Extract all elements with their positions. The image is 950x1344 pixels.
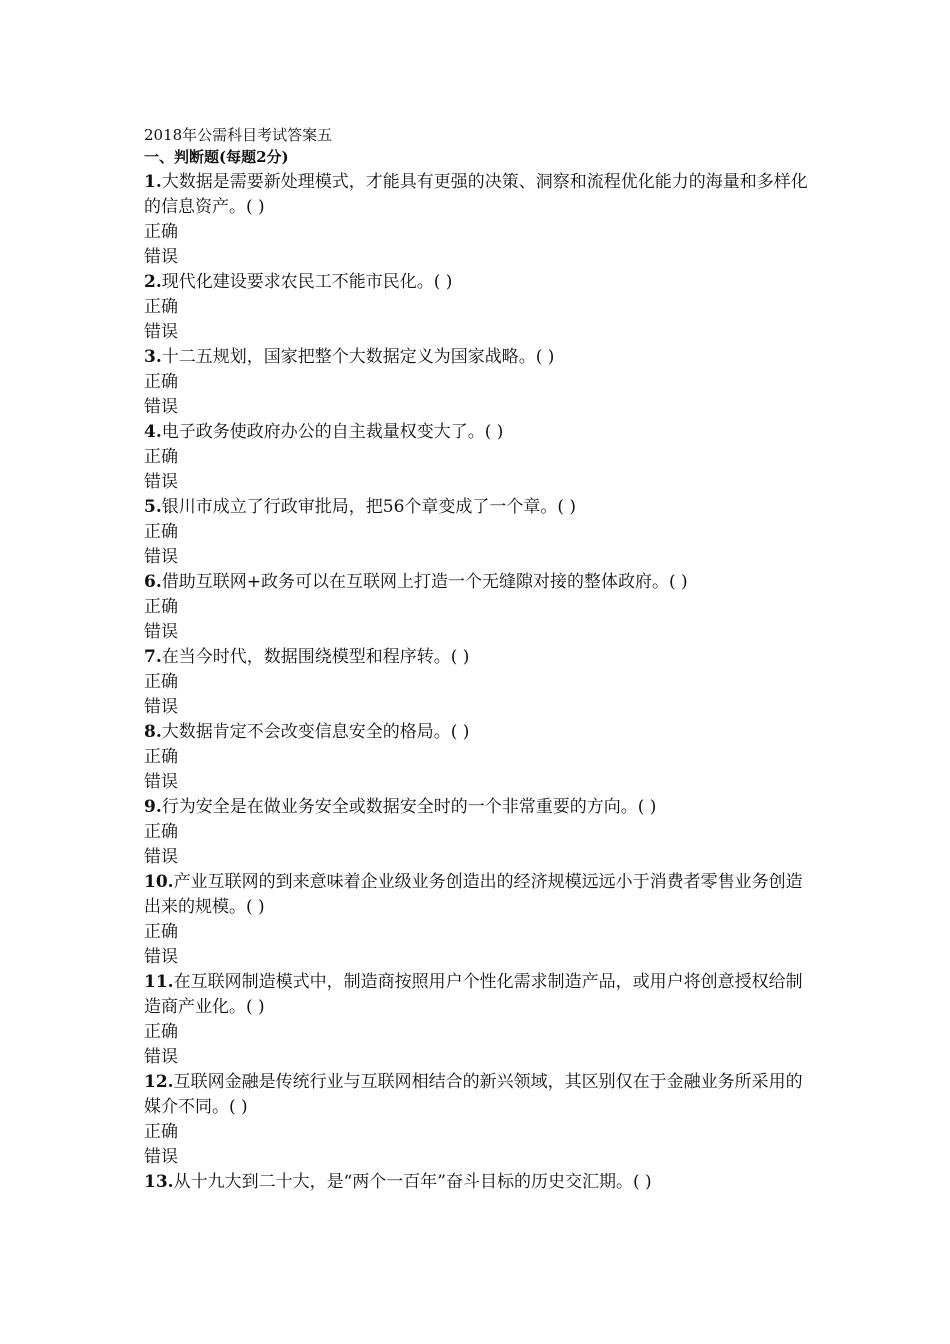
question-body: 十二五规划，国家把整个大数据定义为国家战略。( ) — [161, 347, 555, 367]
question-text — [144, 1070, 814, 1120]
option-wrong[interactable]: 错误 — [144, 247, 178, 267]
option-wrong[interactable]: 错误 — [144, 1147, 178, 1167]
question-text — [144, 1170, 814, 1195]
question-item — [144, 420, 814, 495]
question-number: 8. — [144, 722, 162, 742]
question-item — [144, 270, 814, 345]
question-text — [144, 720, 814, 745]
question-body: 在当今时代，数据围绕模型和程序转。( ) — [161, 647, 470, 667]
question-list — [144, 170, 814, 1195]
question-item — [144, 720, 814, 795]
question-text — [144, 420, 814, 445]
question-number: 1. — [144, 172, 162, 192]
option-wrong[interactable]: 错误 — [144, 547, 178, 567]
question-text — [144, 645, 814, 670]
question-body: 现代化建设要求农民工不能市民化。( ) — [161, 272, 453, 292]
section-heading: 一、判断题(每题2分) — [144, 148, 289, 166]
question-item — [144, 1170, 814, 1195]
option-correct[interactable]: 正确 — [144, 522, 178, 542]
option-wrong[interactable]: 错误 — [144, 1047, 178, 1067]
question-number: 5. — [144, 497, 162, 517]
question-body: 互联网金融是传统行业与互联网相结合的新兴领域，其区别仅在于金融业务所采用的媒介不同。( ) — [144, 1072, 803, 1117]
question-text — [144, 795, 814, 820]
question-text — [144, 870, 814, 920]
question-item — [144, 570, 814, 645]
option-correct[interactable]: 正确 — [144, 922, 178, 942]
option-wrong[interactable]: 错误 — [144, 847, 178, 867]
question-body: 产业互联网的到来意味着企业级业务创造出的经济规模远远小于消费者零售业务创造出来的规模。( ) — [144, 872, 803, 917]
question-number: 6. — [144, 572, 162, 592]
question-text — [144, 170, 814, 220]
option-correct[interactable]: 正确 — [144, 597, 178, 617]
question-item — [144, 645, 814, 720]
question-number: 12. — [144, 1072, 174, 1092]
question-body: 电子政务使政府办公的自主裁量权变大了。( ) — [161, 422, 504, 442]
question-item — [144, 1070, 814, 1170]
question-number: 4. — [144, 422, 162, 442]
question-item — [144, 870, 814, 970]
option-wrong[interactable]: 错误 — [144, 947, 178, 967]
question-item — [144, 970, 814, 1070]
question-text — [144, 495, 814, 520]
question-number: 3. — [144, 347, 162, 367]
question-item — [144, 495, 814, 570]
option-wrong[interactable]: 错误 — [144, 322, 178, 342]
question-body: 从十九大到二十大，是“两个一百年”奋斗目标的历史交汇期。( ) — [173, 1172, 652, 1192]
question-text — [144, 270, 814, 295]
question-number: 9. — [144, 797, 162, 817]
option-correct[interactable]: 正确 — [144, 672, 178, 692]
question-body: 银川市成立了行政审批局，把56个章变成了一个章。( ) — [161, 497, 577, 517]
question-number: 11. — [144, 972, 174, 992]
option-wrong[interactable]: 错误 — [144, 697, 178, 717]
option-wrong[interactable]: 错误 — [144, 772, 178, 792]
question-text — [144, 570, 814, 595]
question-item — [144, 170, 814, 270]
question-body: 借助互联网+政务可以在互联网上打造一个无缝隙对接的整体政府。( ) — [161, 572, 688, 592]
option-wrong[interactable]: 错误 — [144, 472, 178, 492]
question-number: 2. — [144, 272, 162, 292]
question-body: 行为安全是在做业务安全或数据安全时的一个非常重要的方向。( ) — [161, 797, 657, 817]
question-number: 7. — [144, 647, 162, 667]
option-correct[interactable]: 正确 — [144, 747, 178, 767]
option-correct[interactable]: 正确 — [144, 822, 178, 842]
question-item — [144, 795, 814, 870]
document-title: 2018年公需科目考试答案五 — [144, 126, 333, 144]
option-correct[interactable]: 正确 — [144, 222, 178, 242]
question-text — [144, 970, 814, 1020]
option-correct[interactable]: 正确 — [144, 447, 178, 467]
document-page — [144, 124, 814, 1195]
question-number: 13. — [144, 1172, 174, 1192]
option-correct[interactable]: 正确 — [144, 1022, 178, 1042]
question-body: 大数据是需要新处理模式，才能具有更强的决策、洞察和流程优化能力的海量和多样化的信息资产。( ) — [144, 172, 808, 217]
option-correct[interactable]: 正确 — [144, 372, 178, 392]
question-item — [144, 345, 814, 420]
option-correct[interactable]: 正确 — [144, 1122, 178, 1142]
question-body: 大数据肯定不会改变信息安全的格局。( ) — [161, 722, 470, 742]
question-number: 10. — [144, 872, 174, 892]
question-text — [144, 345, 814, 370]
question-body: 在互联网制造模式中，制造商按照用户个性化需求制造产品，或用户将创意授权给制造商产业化。( ) — [144, 972, 803, 1017]
option-correct[interactable]: 正确 — [144, 297, 178, 317]
option-wrong[interactable]: 错误 — [144, 397, 178, 417]
option-wrong[interactable]: 错误 — [144, 622, 178, 642]
